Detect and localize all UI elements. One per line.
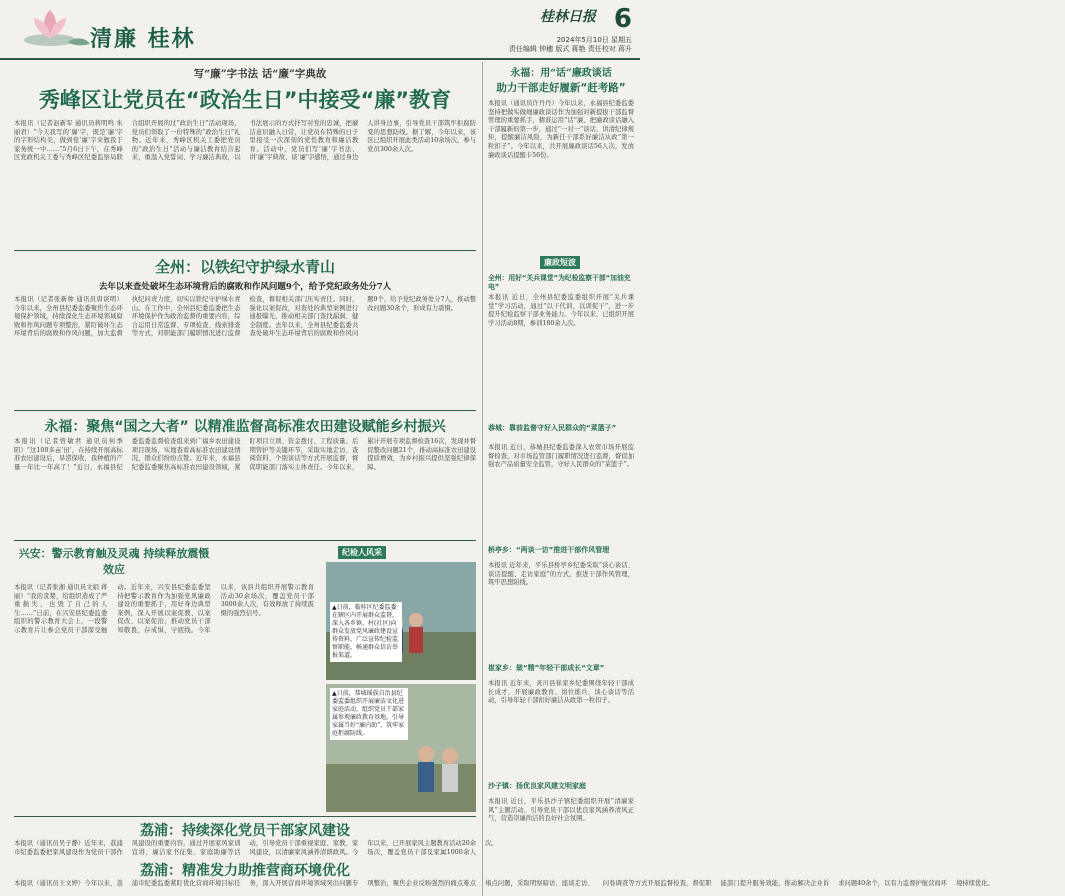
right-2-body: 本报讯 近日，全州县纪委监委组织开展“关兵课堂”学习活动，通过“以干代训、以训促干”，进一步提升纪检监察干部业务能力。今年以来，已组织开展学习活动8期，参训180余人次。 [488,294,634,327]
divider [14,816,476,817]
section-label-briefs: 廉政短波 [540,256,580,269]
divider [14,540,476,541]
photo-section-label: 纪检人风采 [338,546,386,559]
article2-body: 本报讯（记者张新帅 通讯员唐谈明）今年以来，全州县纪委监委聚焦生态环境保护领域，持续深化生态环境领域腐败和作风问题专项整治，紧盯破坏生态环境背后的腐败和作风问题，加大监督执纪问责力度，切实以铁纪守护绿水青山。在工作中，全州县纪委监委把生态环境保护作为政治监督的重要内容，综合运用日常监督、专项检查、线索排查等方式，对职能部门履职情况进行监督检查，督促相关部门压实责任。同时，强化以案促改，对查处的典型案例进行通报曝光，推动相关部门查找漏洞、健全制度。去年以来，全州县纪委监委共查处破坏生态环境背后的腐败和作风问题9个，给予党纪政务处分7人，推动整改问题30余个，形成有力震慑。 [14,296,477,338]
article2-subheadline: 去年以来查处破坏生态环境背后的腐败和作风问题9个，给予党纪政务处分7人 [98,282,392,292]
right-5-headline: 崔家乡：做“精”年轻干部成长“文章” [488,664,605,672]
photo-2-caption: ▲日前，恭城瑶族自治县纪委监委组织开展廉洁文化进家庭活动，组织党员干部家属参观廉政教育基地，引导家属当好“廉内助”，筑牢家庭拒腐防线。 [330,688,408,740]
right-6-headline: 沙子镇：扬优良家风建文明家庭 [488,782,586,790]
lead-headline: 秀峰区让党员在“政治生日”中接受“廉”教育 [38,88,452,112]
article3-headline: 永福：聚焦“国之大者” 以精准监督高标准农田建设赋能乡村振兴 [44,419,446,435]
right-1-body: 本报讯（通讯员许丹丹）今年以来，永福县纪委监委坚持把做实做细廉政谈话作为加强对新提拔干部监督管理的重要抓手，精准运用“话”廉，把廉政谈话融入干部履新的第一步，通过“一对一”谈话，讲清纪律规矩，提醒廉洁风险，为新任干部系好廉洁从政“第一粒扣子”。今年以来，共开展廉政谈话56人次，发放廉政谈话提醒卡56份。 [488,100,634,159]
section-brand: 清廉 桂林 [90,26,196,52]
article3-body: 本报讯（记者曾敏君 通讯员何季阳）“这100多亩‘田’，在持续开展高标准农田建设后，旱涝保收，我种植的产量一年比一年高了！”近日，永福县纪委监委监督检查组来到广福乡农田建设项目现场，实地查看高标准农田建设情况，群众们纷纷点赞。近年来，永福县纪委监委聚焦高标准农田建设领域，紧盯项目立项、资金拨付、工程质量、后期管护等关键环节，采取实地走访、查阅资料、个别谈话等方式开展监督，督促职能部门落实主体责任。今年以来，累计开展专项监督检查16次，发现并督促整改问题21个，推动高标准农田建设提质增效，为乡村振兴提供坚强纪律保障。 [14,438,477,471]
masthead [0,0,640,60]
article5-body: 本报讯（通讯员吴子静）近年来，荔浦市纪委监委把家风建设作为党员干部作风建设的重要内容，通过开展家风家训宣讲、廉洁家书征集、家庭助廉等活动，引导党员干部重视家庭、家教、家风建设，以清廉家风涵养清朗政风。今年以来，已开展家风主题教育活动20余场次，覆盖党员干部及家属1000余人次。 [14,840,498,856]
right-4-body: 本报讯 近年来，平乐县桥亭乡纪委采取“谈心谈话、谈话提醒、走访家庭”的方式，推进干部作风管理，筑牢思想防线。 [488,562,634,587]
paper-name: 桂林日报 [540,9,596,25]
divider [14,410,476,411]
right-5-body: 本报讯 近年来，灵川县崔家乡纪委围绕年轻干部成长成才，开展廉政教育、岗位练兵、谈心谈话等活动，引导年轻干部扣好廉洁从政第一粒扣子。 [488,680,634,705]
lotus-logo-icon [20,2,92,52]
article4-body: 本报讯（记者张湘 通讯员文娟 蒋丽）“我的贪婪，给组织造成了严重损失，也毁了自己的人生……”日前，在兴安县纪委监委组织的警示教育大会上，一段警示教育片让参会党员干部深受触动。近年来，兴安县纪委监委坚持把警示教育作为加强党风廉政建设的重要抓手，用好身边典型案例，深入开展以案促教、以案促改、以案促治，推动党员干部知敬畏、存戒惧、守底线。今年以来，该县共组织开展警示教育活动30余场次，覆盖党员干部3000余人次，有效释放了持续震慑的强烈信号。 [14,584,314,634]
photo-1-caption: ▲日前，临桂区纪委监委在辖区内开展群众监督，深入各乡镇、村(社区)向群众发放党风廉政建设宣传资料，广泛宣传纪检监察职能，畅通群众信访举报渠道。 [330,602,402,662]
article6-headline: 荔浦：精准发力助推营商环境优化 [140,863,350,879]
date-line: 2024年5月10日 星期五 [556,36,632,44]
right-6-body: 本报讯 近日，平乐县沙子镇纪委组织开展“清廉家风”主题活动，引导党员干部以优良家风涵养清风正气，营造崇廉尚洁的良好社会氛围。 [488,798,634,823]
article4-headline: 兴安：警示教育触及灵魂 持续释放震慑效应 [18,547,210,576]
right-4-headline: 桥亭乡：“两谈一访”推进干部作风管理 [488,546,610,554]
right-3-headline: 恭城：靠前监督守好入民群众的“菜篮子” [488,424,617,432]
editors-line: 责任编辑 钟穗 版式 蒋艳 责任校对 蒋升 [508,45,632,53]
right-1-kicker: 永福：用“话”廉政谈话 [510,68,612,79]
article5-headline: 荔浦：持续深化党员干部家风建设 [140,823,350,839]
article6-body: 本报讯（通讯员王文婷）今年以来，荔浦市纪委监委紧盯优化营商环境目标任务，深入开展营商环境领域突出问题专项整治，聚焦企业反映强烈的痛点难点堵点问题，采取明察暗访、座谈走访、问卷调查等方式开展监督检查，督促职能部门提升服务效能，推动解决企业诉求问题40余个，以有力监督护航营商环境持续优化。 [14,880,994,887]
page-number: 6 [613,4,632,34]
right-1-headline: 助力干部走好履新“赶考路” [496,82,626,94]
photo-1 [326,562,476,680]
photo-2 [326,684,476,812]
column-divider [482,62,483,896]
lead-kicker: 写“廉”字书法 话“廉”字典故 [193,68,327,80]
divider [14,250,476,251]
lead-body: 本报讯（记者赵新军 通讯员蒋明鸣 朱丽君）“今天我写的‘廉’字，既是‘廉’字的字形结构美，做到党‘廉’字来勉我于家务统一中……”5月6日下午，在秀峰区党政机关工委与秀峰区纪委监察局联合组织开展的过“政治生日”活动现场，党员们领取了一份特殊的“政治生日”礼物。近年来，秀峰区机关工委把党员的“政治生日”活动与廉洁教育结合起来，重温入党誓词、学习廉洁典故，以书法展示的方式抒写对党的忠诚，把廉洁意识融入日常，让党员在特殊的日子里接受一次深刻的党性教育和廉洁教育。活动中，党员们写‘廉’字书法、讲‘廉’字典故、谈‘廉’字感悟，通过身边人讲身边事，引导党员干部筑牢拒腐防变的思想防线。据了解，今年以来，该区已组织开展此类活动10余场次，参与党员300余人次。 [14,120,477,162]
right-3-body: 本报讯 近日，恭城县纪委监委深入农贸市场开展监督检查，对市场监管部门履职情况进行监督，督促加强农产品质量安全监管，守好人民群众的“菜篮子”。 [488,444,634,469]
masthead-meta [509,36,632,54]
right-2-headline: 全州：用好“关兵课堂”为纪检监察干部“加油充电” [488,274,631,291]
article2-headline: 全州：以铁纪守护绿水青山 [154,258,335,276]
